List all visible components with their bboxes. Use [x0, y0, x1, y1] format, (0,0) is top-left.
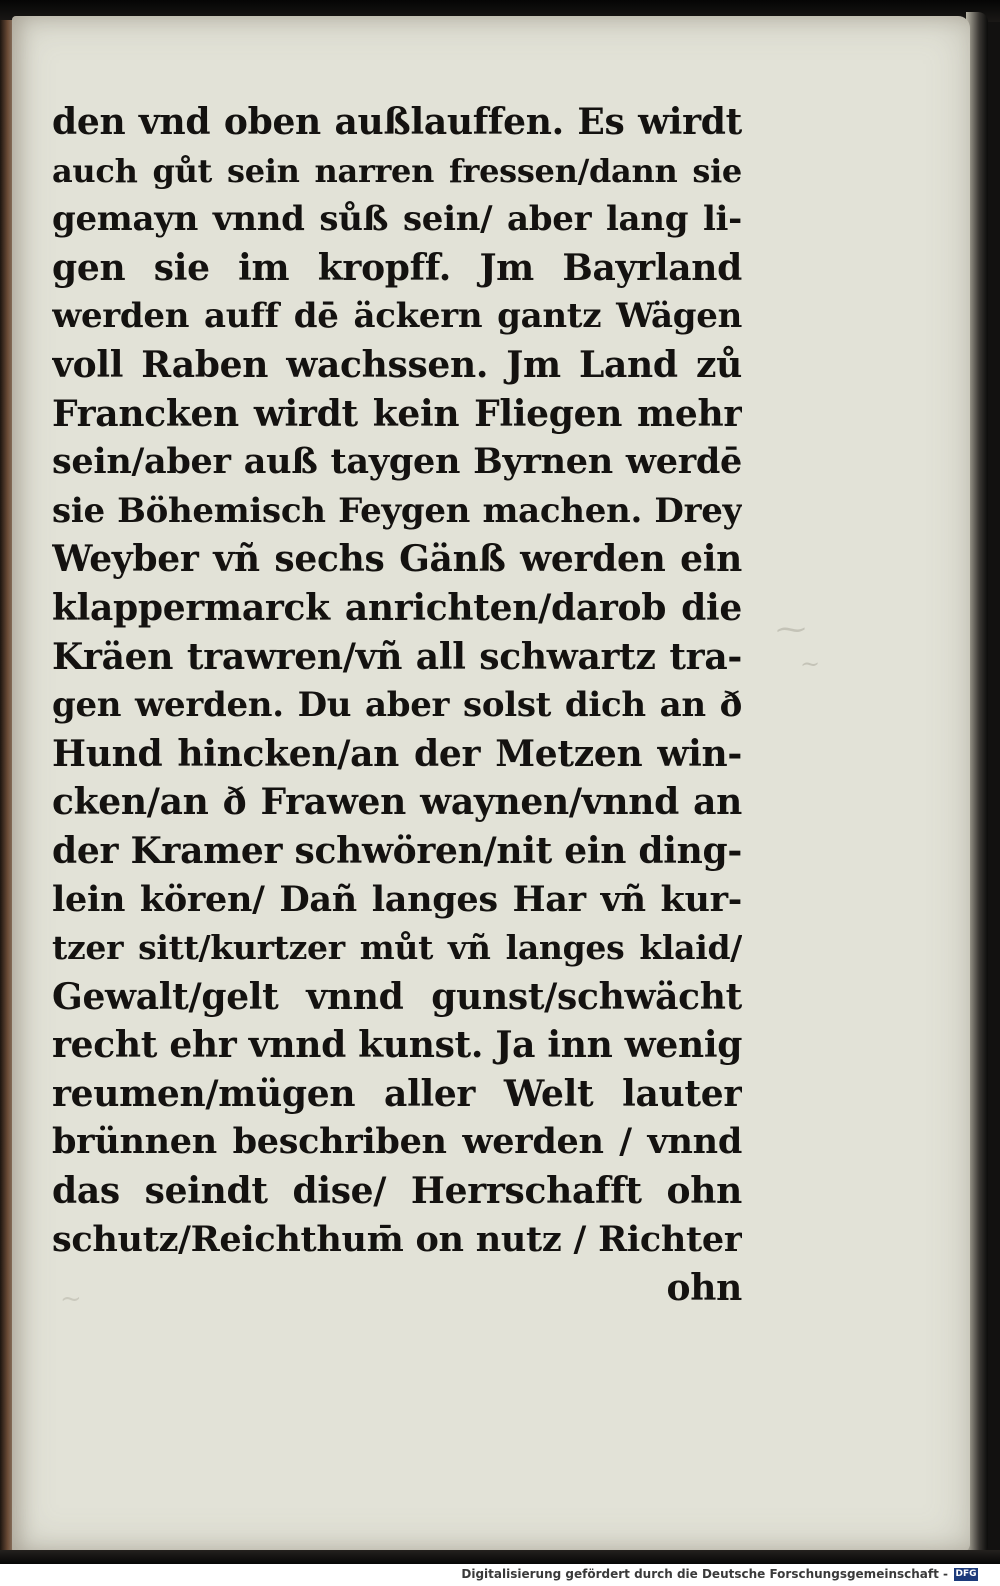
text-line: werden auff dē äckern gantz Wägen [52, 296, 742, 337]
text-line: sein/aber auß taygen Byrnen werdē [52, 441, 742, 483]
text-line: recht ehr vnnd kunst. Ja inn wenig [52, 1024, 742, 1067]
bleed-through-mark: ⁓ [776, 612, 806, 647]
text-line: voll Raben wachssen. Jm Land zů [52, 343, 742, 386]
text-line: brünnen beschriben werden / vnnd [52, 1121, 742, 1163]
text-line: tzer sitt/kurtzer můt vñ langes klaid/ [52, 928, 742, 968]
text-line: Hund hincken/an der Metzen win- [52, 732, 742, 775]
text-line: Gewalt/gelt vnnd gunst/schwächt [52, 975, 742, 1018]
page-body-text [52, 98, 742, 1313]
dfg-logo[interactable]: DFG [955, 1569, 977, 1579]
text-line: gen werden. Du aber solst dich an ð [52, 685, 742, 726]
text-line: den vnd oben außlauffen. Es wirdt [52, 101, 742, 143]
bleed-through-mark: ~ [60, 1284, 82, 1314]
digitization-footer [0, 1564, 1000, 1586]
text-line: sie Böhemisch Feygen machen. Drey [52, 490, 742, 531]
text-line: lein kören/ Dañ langes Har vñ kur- [52, 878, 742, 920]
text-line: reumen/mügen aller Welt lauter [52, 1072, 742, 1115]
funding-credit: Digitalisierung gefördert durch die Deutsche Forschungsgemeinschaft - [461, 1567, 948, 1581]
text-line: der Kramer schwören/nit ein ding- [52, 829, 742, 872]
text-line: Weyber vñ sechs Gänß werden ein [52, 538, 742, 581]
text-line: Kräen trawren/vñ all schwartz tra- [52, 635, 742, 678]
catchword: ohn [666, 1267, 742, 1310]
text-line: Francken wirdt kein Fliegen mehr [52, 392, 742, 435]
text-line: auch gůt sein narren fressen/dann sie [52, 151, 742, 190]
bottom-shadow [0, 1550, 1000, 1564]
text-line: gen sie im kropff. Jm Bayrland [52, 246, 742, 289]
bleed-through-mark: ~ [800, 650, 821, 678]
text-line: cken/an ð Frawen waynen/vnnd an [52, 781, 742, 824]
text-line: klappermarck anrichten/darob die [52, 586, 742, 629]
text-line: gemayn vnnd sůß sein/ aber lang li- [52, 199, 742, 240]
text-line: schutz/Reichthum̄ on nutz / Richter [52, 1218, 742, 1260]
text-line: das seindt dise/ Herrschafft ohn [52, 1170, 742, 1213]
